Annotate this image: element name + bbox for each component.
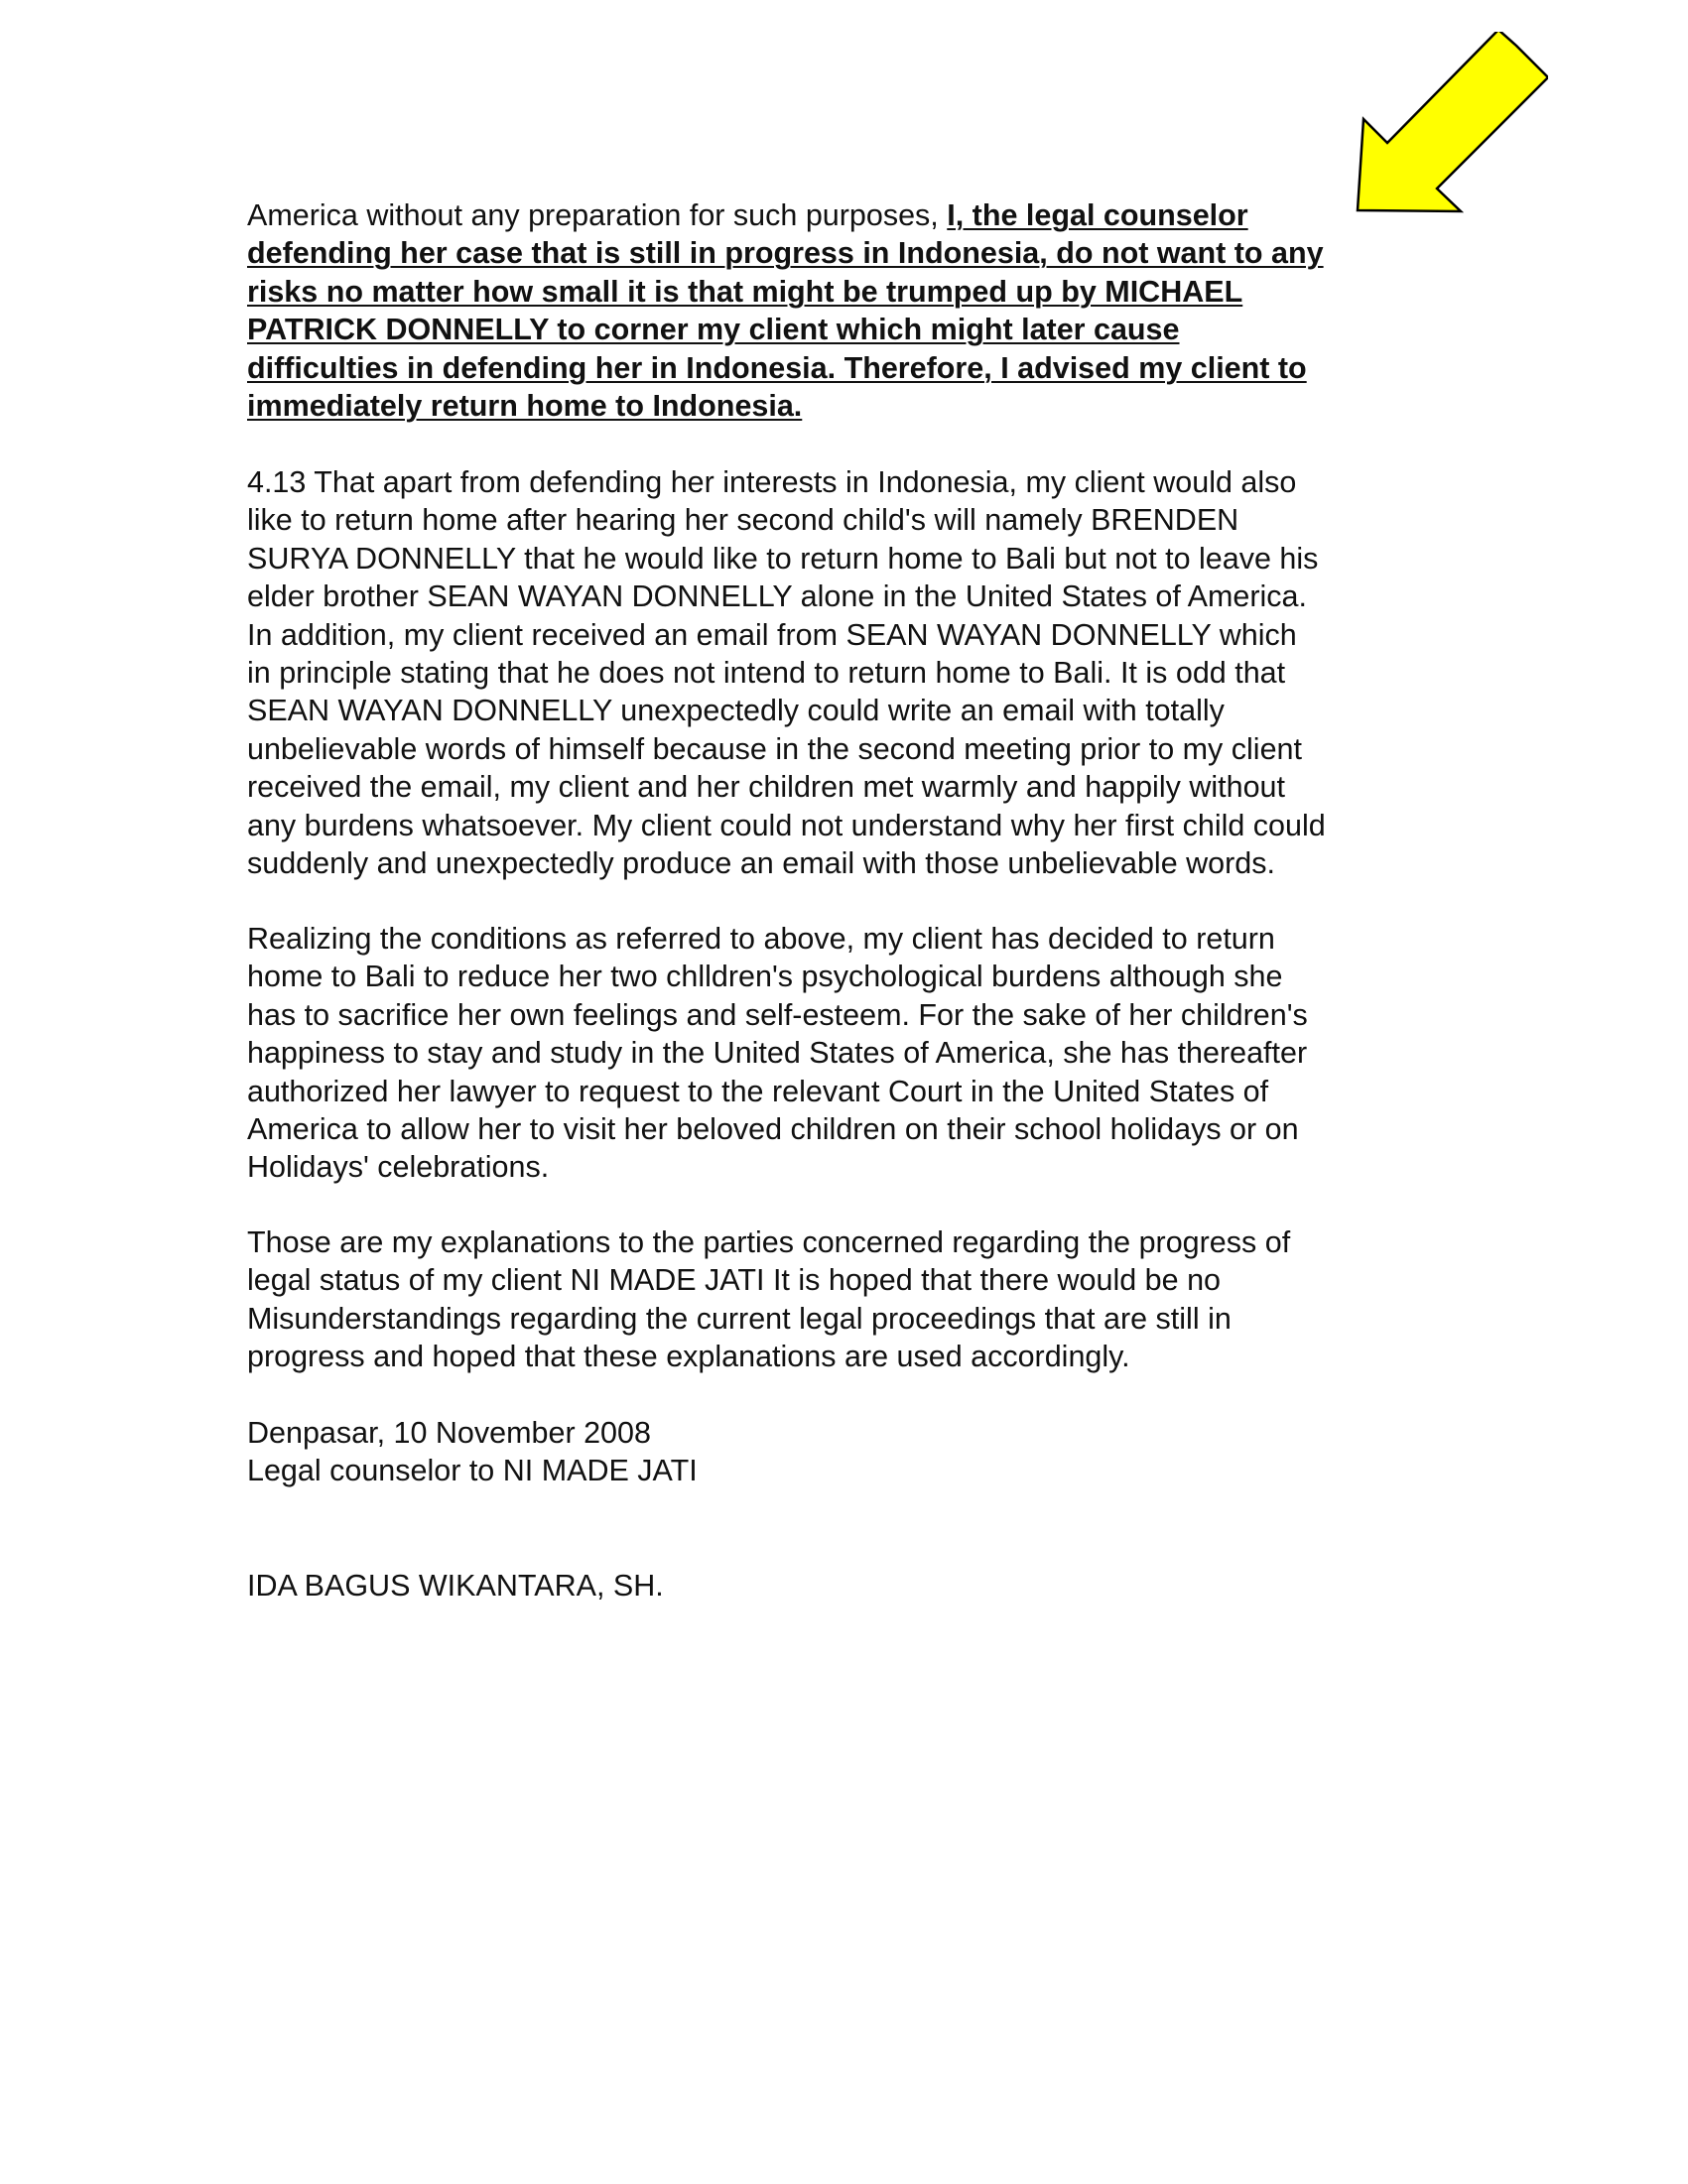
paragraph-line: has to sacrifice her own feelings and self-esteem. For the sake of her children's [247,997,1308,1032]
paragraph-line: suddenly and unexpectedly produce an email with those unbelievable words. [247,846,1275,881]
paragraph-line: home to Bali to reduce her two chlldren's psychological burdens although she [247,960,1283,994]
signature-block [247,1567,1468,1605]
emphasized-line: difficulties in defending her in Indonesia. Therefore, I advised my client to [247,350,1307,385]
paragraph-line: SURYA DONNELLY that he would like to return home to Bali but not to leave his [247,541,1319,576]
paragraph-line: happiness to stay and study in the United States of America, she has thereafter [247,1036,1308,1071]
emphasized-line: PATRICK DONNELLY to corner my client which might later cause [247,313,1180,347]
highlight-arrow [1358,32,1548,211]
plain-text: America without any preparation for such purposes, [247,198,948,232]
paragraph-line: elder brother SEAN WAYAN DONNELLY alone in the United States of America. [247,579,1307,614]
paragraph-line [247,196,1468,234]
emphasized-line: risks no matter how small it is that might be trumped up by MICHAEL [247,274,1243,309]
paragraph-explanations [247,1223,1468,1376]
paragraph-line: any burdens whatsoever. My client could not understand why her first child could [247,808,1326,842]
paragraph-line: unbelievable words of himself because in the second meeting prior to my client [247,731,1302,766]
signatory-role: Legal counselor to NI MADE JATI [247,1454,698,1488]
paragraph-line: like to return home after hearing her second child's will namely BRENDEN [247,503,1239,538]
paragraph-line: Realizing the conditions as referred to above, my client has decided to return [247,922,1275,956]
paragraph-advice [247,196,1468,425]
paragraph-line: progress and hoped that these explanations are used accordingly. [247,1340,1130,1374]
paragraph-decision [247,920,1468,1187]
paragraph-4-13 [247,463,1468,882]
emphasized-line: immediately return home to Indonesia. [247,389,803,424]
signatory-name: IDA BAGUS WIKANTARA, SH. [247,1569,664,1603]
paragraph-line: In addition, my client received an email from SEAN WAYAN DONNELLY which [247,617,1297,652]
paragraph-line: received the email, my client and her children met warmly and happily without [247,770,1285,805]
paragraph-line: in principle stating that he does not intend to return home to Bali. It is odd that [247,656,1286,691]
paragraph-line: authorized her lawyer to request to the relevant Court in the United States of [247,1074,1269,1108]
arrow-down-left-icon [1350,32,1548,220]
emphasized-line: defending her case that is still in progress in Indonesia, do not want to any [247,236,1324,271]
closing-block [247,1414,1468,1490]
paragraph-line: Holidays' celebrations. [247,1150,550,1185]
paragraph-line: 4.13 That apart from defending her interests in Indonesia, my client would also [247,465,1297,499]
emphasized-text: I, the legal counselor [947,198,1248,232]
paragraph-line: Misunderstandings regarding the current legal proceedings that are still in [247,1301,1232,1336]
paragraph-line: Those are my explanations to the parties concerned regarding the progress of [247,1225,1291,1259]
paragraph-line: SEAN WAYAN DONNELLY unexpectedly could write an email with totally [247,694,1225,728]
place-date: Denpasar, 10 November 2008 [247,1416,651,1450]
paragraph-line: legal status of my client NI MADE JATI It is hoped that there would be no [247,1263,1221,1298]
paragraph-line: America to allow her to visit her beloved children on their school holidays or on [247,1112,1299,1147]
